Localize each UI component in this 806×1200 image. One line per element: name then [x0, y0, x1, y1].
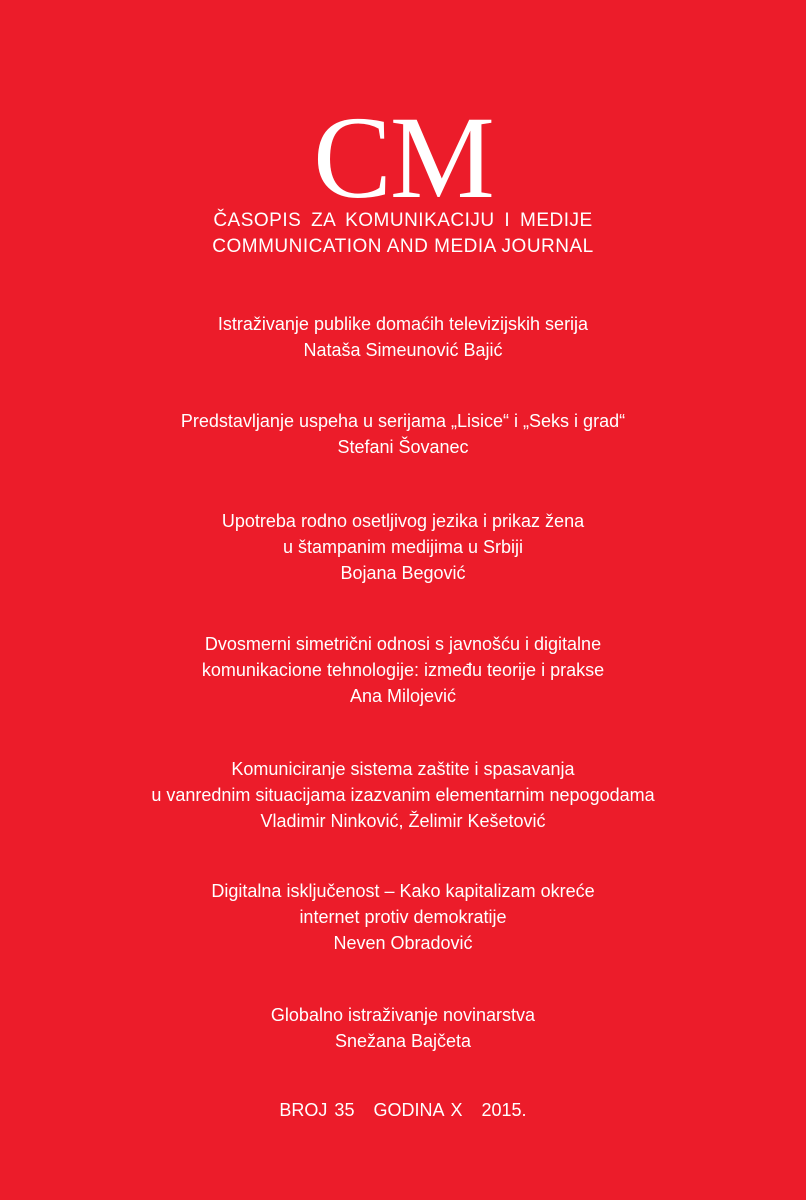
article-title-line: Upotreba rodno osetljivog jezika i prikaz žena [221, 511, 585, 531]
article-authors: Neven Obradović [333, 933, 473, 953]
article-entry [0, 508, 806, 586]
journal-subtitle-english: COMMUNICATION AND MEDIA JOURNAL [212, 236, 594, 257]
article-entry [0, 408, 806, 460]
article-authors: Snežana Bajčeta [334, 1031, 472, 1051]
article-authors: Vladimir Ninković, Želimir Kešetović [260, 811, 546, 831]
article-title-line: Globalno istraživanje novinarstva [270, 1005, 536, 1025]
article-title-line: Predstavljanje uspeha u serijama „Lisice“ i „Seks i grad“ [180, 411, 626, 431]
article-entry [0, 631, 806, 709]
article-title-line: komunikacione tehnologije: između teorije i prakse [201, 660, 605, 680]
article-title-line: u vanrednim situacijama izazvanim elementarnim nepogodama [151, 785, 655, 805]
issue-number: BROJ 35 [279, 1100, 355, 1120]
article-title-line: Komuniciranje sistema zaštite i spasavanja [231, 759, 575, 779]
article-entry [0, 1002, 806, 1054]
issue-volume: GODINA X [373, 1100, 463, 1120]
article-authors: Stefani Šovanec [337, 437, 469, 457]
journal-subtitle-serbian: ČASOPIS ZA KOMUNIKACIJU I MEDIJE [213, 210, 593, 231]
issue-year: 2015. [481, 1100, 527, 1120]
article-entry [0, 878, 806, 956]
article-authors: Bojana Begović [340, 563, 466, 583]
article-title-line: u štampanim medijima u Srbiji [282, 537, 524, 557]
article-authors: Nataša Simeunović Bajić [303, 340, 503, 360]
article-entry [0, 756, 806, 834]
journal-logo: CM [313, 92, 493, 223]
issue-info [0, 1097, 806, 1123]
article-title-line: Digitalna isključenost – Kako kapitalizam okreće [211, 881, 595, 901]
article-entry [0, 311, 806, 363]
article-title-line: internet protiv demokratije [299, 907, 507, 927]
article-title-line: Istraživanje publike domaćih televizijskih serija [217, 314, 589, 334]
article-title-line: Dvosmerni simetrični odnosi s javnošću i digitalne [204, 634, 602, 654]
article-authors: Ana Milojević [349, 686, 457, 706]
